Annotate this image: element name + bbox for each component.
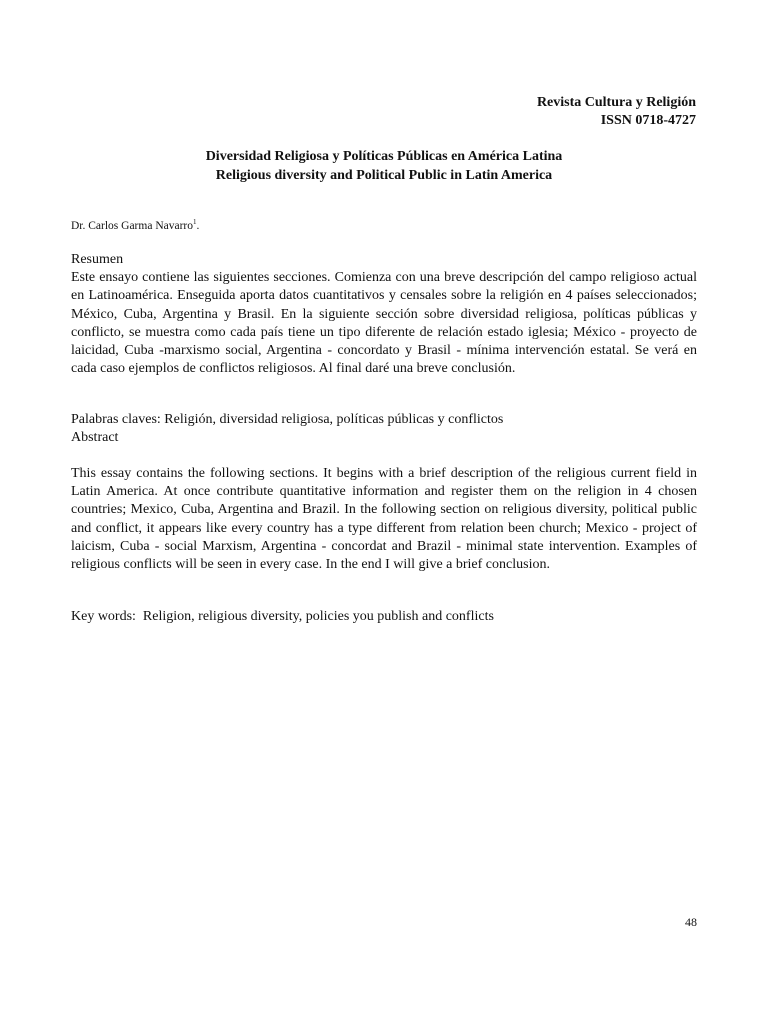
author-line xyxy=(71,218,199,234)
journal-header xyxy=(537,94,696,130)
keywords-spanish-section xyxy=(71,411,697,447)
author-name: Dr. Carlos Garma Navarro xyxy=(71,220,193,232)
resumen-heading: Resumen xyxy=(71,252,124,267)
abstract-heading: Abstract xyxy=(71,430,119,446)
title-english: Religious diversity and Political Public in Latin America xyxy=(215,168,553,183)
resumen-text: Este ensayo contiene las siguientes secciones. Comienza con una breve descripción del campo religioso actual en Latinoamérica. Enseguida aporta datos cuantitativos y censales sobre la religión en 4 países seleccionados; México, Cuba, Argentina y Brasil. En la siguiente sección sobre diversidad religiosa, políticas públicas y conflicto, se muestra como cada país tiene un tipo diferente de relación estado iglesia; México - proyecto de laicidad, Cuba -marxismo social, Argentina - concordato y Brasil - mínima intervención estatal. Se verá en cada caso ejemplos de conflictos religiosos. Al final daré una breve conclusión. xyxy=(71,270,697,377)
article-title xyxy=(0,147,768,185)
keywords-english-section xyxy=(71,608,697,626)
journal-issn: ISSN 0718-4727 xyxy=(600,113,696,128)
abstract-text: This essay contains the following sections. It begins with a brief description of the religious current field in Latin America. At once contribute quantitative information and register them on the religion in 4 chosen countries; Mexico, Cuba, Argentina and Brazil. In the following section on religious diversity, political public and conflict, it appears like every country has a type different from relation been church; Mexico - project of laicism, Cuba - social Marxism, Argentina - concordat and Brazil - minimal state intervention. Examples of religious conflicts will be seen in every case. In the end I will give a brief conclusion. xyxy=(71,466,697,573)
keywords-english: Key words: Religion, religious diversity, policies you publish and conflicts xyxy=(71,609,494,624)
keywords-spanish: Palabras claves: Religión, diversidad religiosa, políticas públicas y conflictos xyxy=(71,412,504,427)
resumen-section xyxy=(71,251,697,378)
abstract-section xyxy=(71,465,697,574)
author-footnote-mark: 1 xyxy=(193,218,197,227)
title-spanish: Diversidad Religiosa y Políticas Públicas en América Latina xyxy=(205,149,563,164)
author-trailing: . xyxy=(196,220,200,232)
page-number: 48 xyxy=(685,915,697,929)
journal-name: Revista Cultura y Religión xyxy=(536,95,696,110)
